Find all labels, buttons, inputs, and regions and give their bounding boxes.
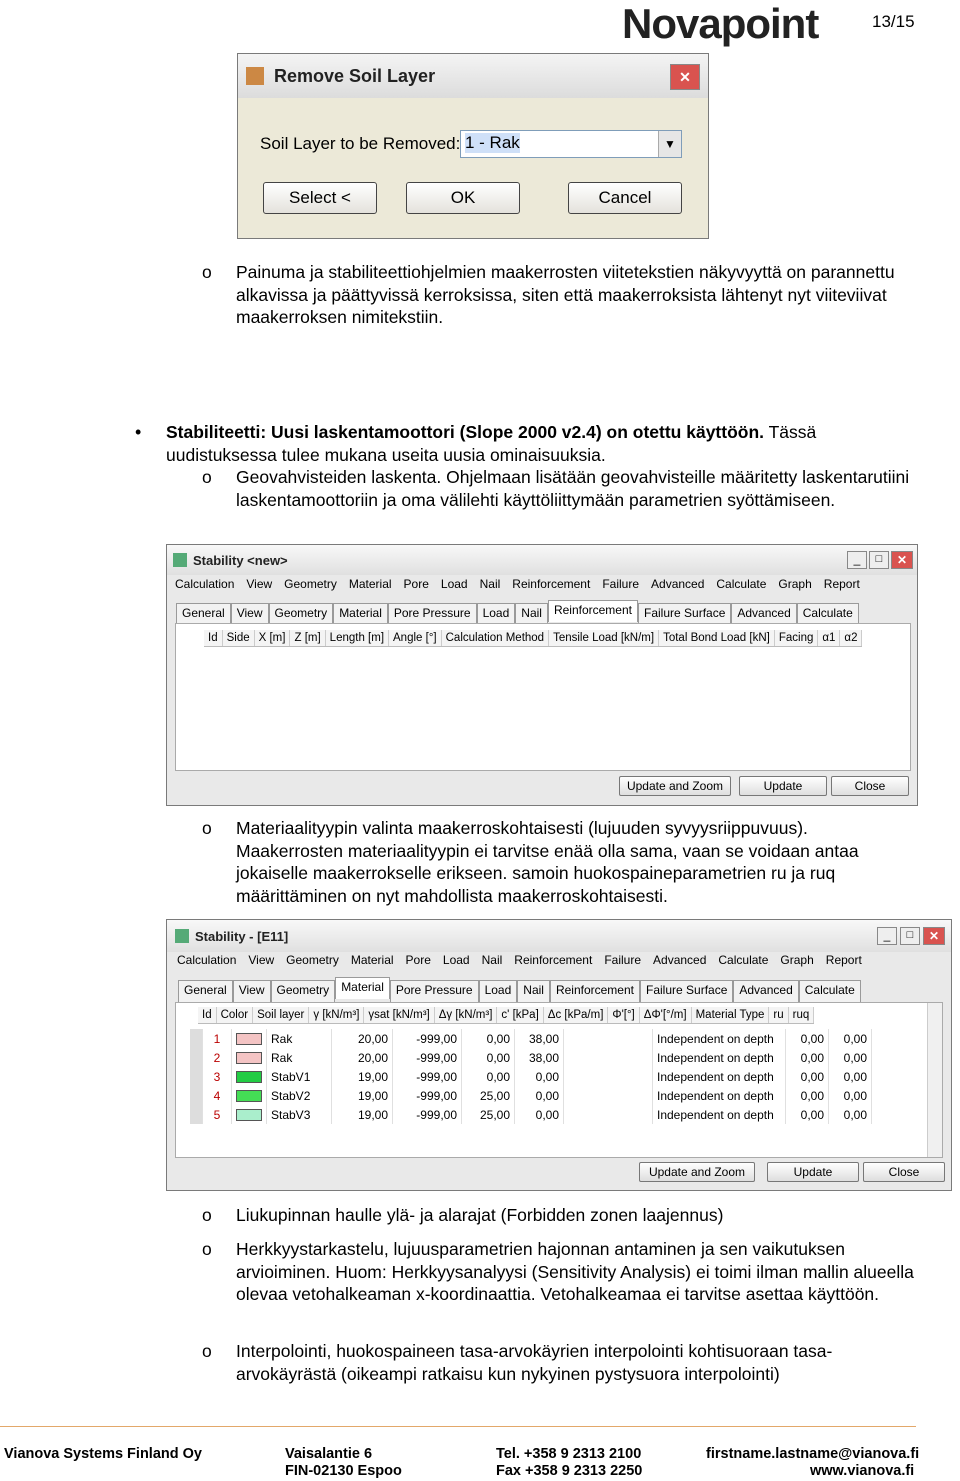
cell-name[interactable]: StabV3 (267, 1105, 332, 1124)
column-header[interactable]: Facing (775, 630, 819, 646)
cell-dg[interactable]: 25,00 (462, 1086, 515, 1105)
tab[interactable]: Nail (515, 603, 548, 625)
grid-header (198, 1007, 814, 1024)
menu-item[interactable]: Pore (405, 953, 431, 967)
table-row[interactable] (190, 1067, 872, 1086)
footer-postal: FIN-02130 Espoo (285, 1463, 402, 1479)
cell-ru[interactable]: 0,00 (786, 1105, 829, 1124)
color-swatch (236, 1090, 262, 1102)
menu-item[interactable]: Nail (481, 953, 503, 967)
cell-c[interactable]: 0,00 (515, 1086, 564, 1105)
color-cell[interactable] (232, 1105, 267, 1124)
color-cell[interactable] (232, 1086, 267, 1105)
bullet-marker: o (202, 467, 212, 487)
tab[interactable]: Failure Surface (640, 980, 733, 1002)
update-button[interactable]: Update (739, 776, 827, 796)
remove-soil-layer-dialog (237, 53, 709, 239)
paragraph-materiaalityyppi: Materiaalityypin valinta maakerroskohtaisesti (lujuuden syvyysriippuvuus). Maakerrosten materiaalityypin ei tarvitse enää olla sama, vaan se voidaan antaa jokaiselle maakerrokselle erikseen. samoin huokospaineparametrien ru ja ruq määrittäminen on nyt mahdollista maakerroskohtaisesti. (236, 818, 859, 906)
footer-email: firstname.lastname@vianova.fi (706, 1446, 920, 1462)
tab[interactable]: Geometry (269, 603, 334, 625)
cell-ruq[interactable]: 0,00 (829, 1048, 872, 1067)
window-titlebar (167, 920, 951, 952)
maximize-icon[interactable]: □ (900, 927, 920, 945)
empty-cell[interactable] (564, 1086, 653, 1105)
app-icon (246, 67, 264, 85)
app-icon (173, 553, 187, 567)
cell-ru[interactable]: 0,00 (786, 1048, 829, 1067)
tab[interactable]: Load (477, 603, 516, 625)
cell-id[interactable]: 2 (203, 1048, 232, 1067)
material-table (190, 1029, 872, 1124)
color-cell[interactable] (232, 1048, 267, 1067)
column-header[interactable]: Total Bond Load [kN] (659, 630, 775, 646)
soil-layer-select[interactable] (460, 130, 682, 158)
cell-type[interactable]: Independent on depth (653, 1086, 786, 1105)
menu-item[interactable]: Material (348, 577, 392, 591)
paragraph-interpolointi: Interpolointi, huokospaineen tasa-arvokäyrien interpolointi kohtisuoraan tasa-arvokäyrästä (oikeampi ratkaisu kun nykyinen pystysuora interpolointi) (236, 1341, 833, 1384)
cell-gsat[interactable]: -999,00 (393, 1105, 462, 1124)
row-selector[interactable] (190, 1086, 203, 1105)
paragraph-herkkyys: Herkkyystarkastelu, lujuusparametrien hajonnan antaminen ja sen vaikutuksen arvioiminen. Huom: Herkkyysanalyysi (Sensitivity Analysis) ei toimi ilman mallin alueella olevaa vetohalkeaman x-koordinaattia. Vetohalkeamaa ei tarvitse asettaa käyttöön. (236, 1239, 914, 1304)
menu-item[interactable]: View (246, 577, 273, 591)
select-button[interactable]: Select < (263, 182, 377, 214)
menu-item[interactable]: Load (440, 577, 468, 591)
column-header[interactable]: Φ'[°] (608, 1007, 639, 1023)
bullet-marker: o (202, 1239, 212, 1259)
table-row[interactable] (190, 1105, 872, 1124)
window-title: Stability <new> (193, 552, 288, 568)
column-header[interactable]: Id (204, 630, 223, 646)
cell-dg[interactable]: 0,00 (462, 1067, 515, 1086)
tab-bar (178, 980, 861, 1002)
cancel-button[interactable]: Cancel (568, 182, 682, 214)
ok-button[interactable]: OK (406, 182, 520, 214)
cell-g[interactable]: 20,00 (332, 1029, 393, 1048)
column-header[interactable]: γ [kN/m³] (309, 1007, 364, 1023)
vertical-scrollbar[interactable] (927, 1003, 942, 1157)
menu-item[interactable]: Calculate (718, 953, 769, 967)
column-header[interactable]: c' [kPa] (497, 1007, 543, 1023)
column-header[interactable]: γsat [kN/m³] (364, 1007, 434, 1023)
row-selector[interactable] (190, 1105, 203, 1124)
cell-gsat[interactable]: -999,00 (393, 1048, 462, 1067)
empty-cell[interactable] (564, 1105, 653, 1124)
cell-c[interactable]: 38,00 (515, 1048, 564, 1067)
menu-item[interactable]: Advanced (651, 577, 705, 591)
cell-gsat[interactable]: -999,00 (393, 1029, 462, 1048)
menu-bar (175, 577, 860, 591)
column-header[interactable]: Tensile Load [kN/m] (549, 630, 659, 646)
cell-g[interactable]: 19,00 (332, 1067, 393, 1086)
tab[interactable]: View (233, 980, 271, 1002)
cell-dg[interactable]: 0,00 (462, 1048, 515, 1067)
menu-item[interactable]: Graph (778, 577, 812, 591)
tab[interactable]: Advanced (731, 603, 796, 625)
page-number: 13/15 (872, 12, 915, 31)
cell-id[interactable]: 1 (203, 1029, 232, 1048)
cell-name[interactable]: Rak (267, 1048, 332, 1067)
table-row[interactable] (190, 1048, 872, 1067)
window-titlebar (167, 545, 917, 575)
cell-gsat[interactable]: -999,00 (393, 1067, 462, 1086)
menu-item[interactable]: Advanced (653, 953, 707, 967)
cell-g[interactable]: 20,00 (332, 1048, 393, 1067)
table-row[interactable] (190, 1029, 872, 1048)
footer-divider (0, 1426, 916, 1427)
row-selector[interactable] (190, 1029, 203, 1048)
footer-street: Vaisalantie 6 (285, 1446, 373, 1462)
minimize-icon[interactable]: _ (847, 551, 867, 569)
menu-item[interactable]: Calculation (177, 953, 237, 967)
cell-ru[interactable]: 0,00 (786, 1029, 829, 1048)
tab[interactable]: Material (335, 977, 390, 999)
column-header[interactable]: X [m] (255, 630, 291, 646)
cell-ruq[interactable]: 0,00 (829, 1105, 872, 1124)
cell-name[interactable]: StabV1 (267, 1067, 332, 1086)
stability-new-window (166, 544, 918, 806)
cell-type[interactable]: Independent on depth (653, 1067, 786, 1086)
column-header[interactable]: α2 (840, 630, 862, 646)
empty-cell[interactable] (564, 1067, 653, 1086)
tab[interactable]: Reinforcement (548, 600, 638, 622)
menu-item[interactable]: Geometry (284, 577, 337, 591)
menu-bar (177, 953, 862, 967)
tab[interactable]: Load (479, 980, 518, 1002)
menu-item[interactable]: View (248, 953, 275, 967)
menu-item[interactable]: Pore (403, 577, 429, 591)
novapoint-logo: Novapoint (622, 0, 819, 47)
close-icon[interactable]: ✕ (891, 551, 913, 569)
tab[interactable]: Advanced (733, 980, 798, 1002)
cell-name[interactable]: Rak (267, 1029, 332, 1048)
cell-type[interactable]: Independent on depth (653, 1048, 786, 1067)
tab[interactable]: General (178, 980, 233, 1002)
column-header[interactable]: Color (217, 1007, 253, 1023)
column-header[interactable]: Id (198, 1007, 217, 1023)
table-row[interactable] (190, 1086, 872, 1105)
column-header[interactable]: Soil layer (253, 1007, 309, 1023)
column-header[interactable]: Material Type (692, 1007, 770, 1023)
color-swatch (236, 1109, 262, 1121)
app-icon (175, 929, 189, 943)
soil-layer-value: 1 - Rak (465, 133, 520, 152)
soil-layer-label: Soil Layer to be Removed: (260, 134, 461, 153)
close-button[interactable]: Close (831, 776, 909, 796)
tab[interactable]: Nail (517, 980, 550, 1002)
color-cell[interactable] (232, 1067, 267, 1086)
column-header[interactable]: Length [m] (326, 630, 389, 646)
menu-item[interactable]: Failure (602, 577, 640, 591)
tab[interactable]: General (176, 603, 231, 625)
cell-c[interactable]: 0,00 (515, 1067, 564, 1086)
cell-type[interactable]: Independent on depth (653, 1029, 786, 1048)
dialog-titlebar (238, 54, 708, 98)
column-header[interactable]: α1 (818, 630, 840, 646)
column-header[interactable]: ru (769, 1007, 788, 1023)
paragraph-stabiliteetti (166, 421, 906, 466)
cell-name[interactable]: StabV2 (267, 1086, 332, 1105)
bullet-marker: o (202, 262, 212, 282)
cell-ru[interactable]: 0,00 (786, 1086, 829, 1105)
column-header[interactable]: ruq (789, 1007, 815, 1023)
tab[interactable]: Pore Pressure (390, 980, 479, 1002)
footer-web: www.vianova.fi (810, 1463, 915, 1479)
menu-item[interactable]: Geometry (286, 953, 339, 967)
cell-ruq[interactable]: 0,00 (829, 1086, 872, 1105)
cell-c[interactable]: 0,00 (515, 1105, 564, 1124)
tab[interactable]: Calculate (797, 603, 859, 625)
menu-item[interactable]: Calculation (175, 577, 235, 591)
dialog-title: Remove Soil Layer (274, 65, 436, 86)
paragraph-liukupinta: Liukupinnan haulle ylä- ja alarajat (Forbidden zonen laajennus) (236, 1205, 724, 1225)
cell-dg[interactable]: 0,00 (462, 1029, 515, 1048)
update-and-zoom-button[interactable]: Update and Zoom (619, 776, 731, 796)
footer-company: Vianova Systems Finland Oy (4, 1446, 202, 1462)
tab[interactable]: Material (333, 603, 388, 625)
menu-item[interactable]: Reinforcement (514, 953, 593, 967)
cell-ru[interactable]: 0,00 (786, 1067, 829, 1086)
cell-id[interactable]: 4 (203, 1086, 232, 1105)
menu-item[interactable]: Report (823, 577, 860, 591)
bullet-marker: • (135, 422, 142, 442)
grid-panel (175, 623, 911, 771)
stabiliteetti-heading: Stabiliteetti: Uusi laskentamoottori (Slope 2000 v2.4) on otettu käyttöön. (166, 422, 765, 442)
close-button[interactable]: Close (863, 1162, 945, 1182)
cell-ruq[interactable]: 0,00 (829, 1029, 872, 1048)
menu-item[interactable]: Graph (780, 953, 814, 967)
empty-cell[interactable] (564, 1029, 653, 1048)
update-button[interactable]: Update (767, 1162, 859, 1182)
cell-ruq[interactable]: 0,00 (829, 1067, 872, 1086)
column-header[interactable]: Z [m] (290, 630, 325, 646)
cell-dg[interactable]: 25,00 (462, 1105, 515, 1124)
column-header[interactable]: Δc [kPa/m] (544, 1007, 609, 1023)
cell-id[interactable]: 3 (203, 1067, 232, 1086)
paragraph-painuma: Painuma ja stabiliteettiohjelmien maakerrosten viitetekstien näkyvyyttä on parannettu alkavissa ja päättyvissä kerroksissa, siten että maakerroksista lähtenyt nyt viiteviivat maakerroksen nimitekstiin. (236, 262, 895, 327)
menu-item[interactable]: Reinforcement (512, 577, 591, 591)
close-icon[interactable]: ✕ (670, 64, 700, 90)
empty-cell[interactable] (564, 1048, 653, 1067)
window-title: Stability - [E11] (195, 928, 289, 944)
color-cell[interactable] (232, 1029, 267, 1048)
cell-g[interactable]: 19,00 (332, 1086, 393, 1105)
cell-type[interactable]: Independent on depth (653, 1105, 786, 1124)
tab[interactable]: Geometry (271, 980, 336, 1002)
maximize-icon[interactable]: □ (869, 551, 889, 569)
color-swatch (236, 1033, 262, 1045)
bullet-marker: o (202, 1205, 212, 1225)
chevron-down-icon[interactable]: ▼ (658, 131, 681, 157)
cell-g[interactable]: 19,00 (332, 1105, 393, 1124)
menu-item[interactable]: Load (442, 953, 470, 967)
cell-c[interactable]: 38,00 (515, 1029, 564, 1048)
row-selector[interactable] (190, 1067, 203, 1086)
column-header[interactable]: Angle [°] (389, 630, 442, 646)
cell-gsat[interactable]: -999,00 (393, 1086, 462, 1105)
footer-tel: Tel. +358 9 2313 2100 (496, 1446, 642, 1462)
column-header[interactable]: Side (223, 630, 255, 646)
tab[interactable]: Reinforcement (550, 980, 640, 1002)
column-header[interactable]: Δγ [kN/m³] (435, 1007, 498, 1023)
close-icon[interactable]: ✕ (923, 927, 945, 945)
tab[interactable]: Calculate (799, 980, 861, 1002)
menu-item[interactable]: Report (825, 953, 862, 967)
stability-e11-window (166, 919, 952, 1191)
color-swatch (236, 1071, 262, 1083)
cell-id[interactable]: 5 (203, 1105, 232, 1124)
tab[interactable]: Failure Surface (638, 603, 731, 625)
column-header[interactable]: ΔΦ'[°/m] (640, 1007, 692, 1023)
bullet-marker: o (202, 1341, 212, 1361)
menu-item[interactable]: Failure (604, 953, 642, 967)
stabiliteetti-text: Tässä uudistuksessa tulee mukana useita uusia ominaisuuksia. (166, 422, 817, 465)
menu-item[interactable]: Calculate (716, 577, 767, 591)
color-swatch (236, 1052, 262, 1064)
row-selector[interactable] (190, 1048, 203, 1067)
tab[interactable]: Pore Pressure (388, 603, 477, 625)
minimize-icon[interactable]: _ (877, 927, 897, 945)
tab-bar (176, 603, 859, 625)
tab[interactable]: View (231, 603, 269, 625)
bullet-marker: o (202, 818, 212, 838)
grid-header (204, 630, 862, 647)
paragraph-geovahvisteet: Geovahvisteiden laskenta. Ohjelmaan lisätään geovahvisteille määritetty laskentarutiini laskentamoottoriin ja oma välilehti käyttöliittymään parametrien syöttämiseen. (236, 467, 910, 510)
grid-panel (175, 1002, 943, 1158)
menu-item[interactable]: Nail (479, 577, 501, 591)
update-and-zoom-button[interactable]: Update and Zoom (639, 1162, 755, 1182)
menu-item[interactable]: Material (350, 953, 394, 967)
column-header[interactable]: Calculation Method (442, 630, 549, 646)
footer-fax: Fax +358 9 2313 2250 (496, 1463, 643, 1479)
